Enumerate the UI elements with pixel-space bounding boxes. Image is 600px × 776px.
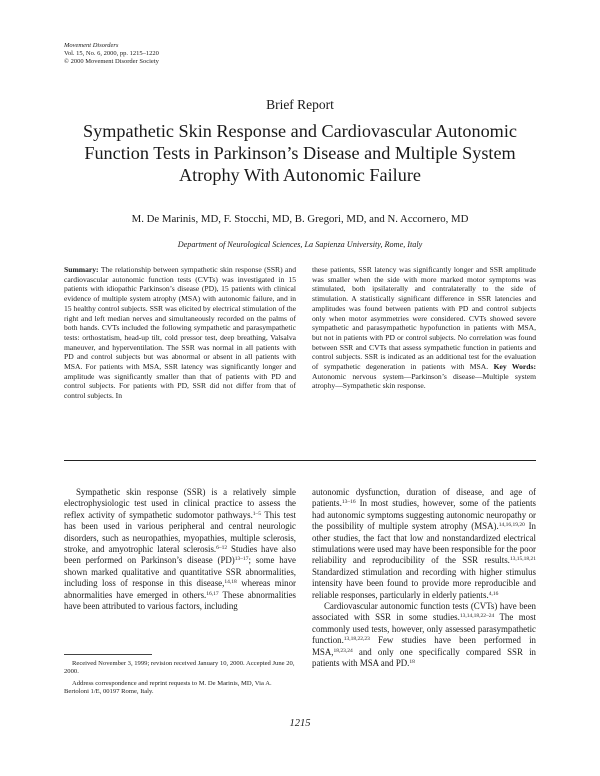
journal-volume: Vol. 15, No. 6, 2000, pp. 1215–1220 — [64, 50, 159, 57]
abstract-text-left: The relationship between sympathetic skin response (SSR) and cardiovascular autonomic function tests (CVTs) was investigated in 15 patients with idiopathic Parkinson’s disease (PD), 15 patients with clinical evidence of multiple system atrophy (MSA) with autonomic failure, and in 15 healthy control subjects. SSR was elicited by electrical stimulation of the right and left median nerves and simultaneously recorded on the palms of both hands. CVTs included the following sympathetic and parasympathetic tests: orthostatism, head-up tilt, cold pressor test, deep breathing, Valsalva maneuver, and hyperventilation. The SSR was normal in all patients with PD and control subjects but was abnormal or absent in all patients with MSA. For patients with MSA, SSR latency was significantly longer and amplitude was significantly smaller than that of patients with PD and control subjects. For patients with PD, SSR did not differ from that of control subjects. In — [64, 265, 297, 401]
article-title: Sympathetic Skin Response and Cardiovascular Autonomic Function Tests in Parkinson’s Disease and Multiple System Atrophy With Autonomic Failure — [83, 121, 517, 185]
journal-header — [64, 42, 159, 66]
footnote-received: Received November 3, 1999; revision received January 10, 2000. Accepted June 20, 2000. — [64, 660, 295, 676]
abstract-left-column — [64, 265, 296, 401]
body-paragraph: Cardiovascular autonomic function tests (CVTs) have been associated with SSR in some studies.$^{13,14,18,22-24}$ The most commonly used tests, however, only assessed parasympathetic function.$^{13,18,22,23}$ Few studies have been performed in MSA,$^{18,23,24}$ and only one specifically compared SSR in patients with MSA and PD.$^{18}$ — [312, 601, 536, 669]
journal-name: Movement Disorders — [64, 42, 119, 49]
keywords-label: Key Words: — [493, 362, 536, 372]
abstract-label: Summary: — [64, 265, 99, 274]
section-label: Brief Report — [266, 97, 334, 112]
author-list: M. De Marinis, MD, F. Stocchi, MD, B. Gregori, MD, and N. Accornero, MD — [131, 213, 469, 225]
body-paragraph: Sympathetic skin response (SSR) is a relatively simple electrophysiologic test used in clinical practice to assess the reflex activity of sympathetic sudomotor pathways.$^{1-5}$ This test has been used in various peripheral and central neurologic disorders, such as neuropathies, myopathies, multiple sclerosis, stroke, and amyotrophic lateral sclerosis.$^{6-12}$ Studies have also been performed on Parkinson’s disease (PD)$^{13-17}$; some have shown marked qualitative and quantitative SSR abnormalities, including loss of response in this disease,$^{14,18}$ whereas minor abnormalities have emerged in others.$^{16,17}$ These abnormalities have been attributed to various factors, including — [64, 487, 297, 612]
abstract-divider — [64, 460, 536, 461]
footnote-address: Address correspondence and reprint requests to M. De Marinis, MD, Via A. Bertoloni 1/E, 00197 Rome, Italy. — [64, 679, 272, 695]
affiliation: Department of Neurological Sciences, La Sapienza University, Rome, Italy — [177, 240, 423, 249]
abstract-text-right: these patients, SSR latency was significantly longer and SSR amplitude was smaller when the side with more marked motor symptoms was stimulated, both ipsilaterally and contralaterally to the side of stimulation. A statistically significant difference in SSR latencies and amplitudes was found between patients with PD and control subjects only when motor asymmetries were considered. CVTs showed severe sympathetic and parasympathetic hypofunction in patients with MSA, but not in patients with PD or control subjects. No correlation was found between SSR and CVTs that assess sympathetic function in patients and control subjects. SSR is indicated as an additional test for the evaluation of sympathetic degeneration in patients with MSA. — [312, 265, 536, 372]
footnote-divider — [64, 654, 152, 655]
footnotes — [64, 660, 296, 699]
journal-copyright: © 2000 Movement Disorder Society — [64, 58, 159, 65]
abstract-right-column — [312, 265, 536, 391]
body-left-column — [64, 487, 296, 612]
keywords-text: Autonomic nervous system—Parkinson’s disease—Multiple system atrophy—Sympathetic skin response. — [312, 371, 536, 391]
body-paragraph: autonomic dysfunction, duration of disease, and age of patients.$^{13-16}$ In most studies, however, some of the patients had autonomic symptoms suggesting autonomic neuropathy or the possibility of multiple system atrophy (MSA).$^{14,16,19,20}$ In other studies, the fact that low and nonstandardized electrical stimulations were used may have been responsible for the poor reliability and reproducibility of the SSR results.$^{13,15,18,21}$ Standardized stimulation and recording with higher stimulus intensity have been found to provide more reproducible and reliable responses, particularly in elderly patients.$^{4,16}$ — [312, 487, 536, 600]
page-number: 1215 — [289, 718, 311, 729]
body-right-column — [312, 487, 536, 670]
